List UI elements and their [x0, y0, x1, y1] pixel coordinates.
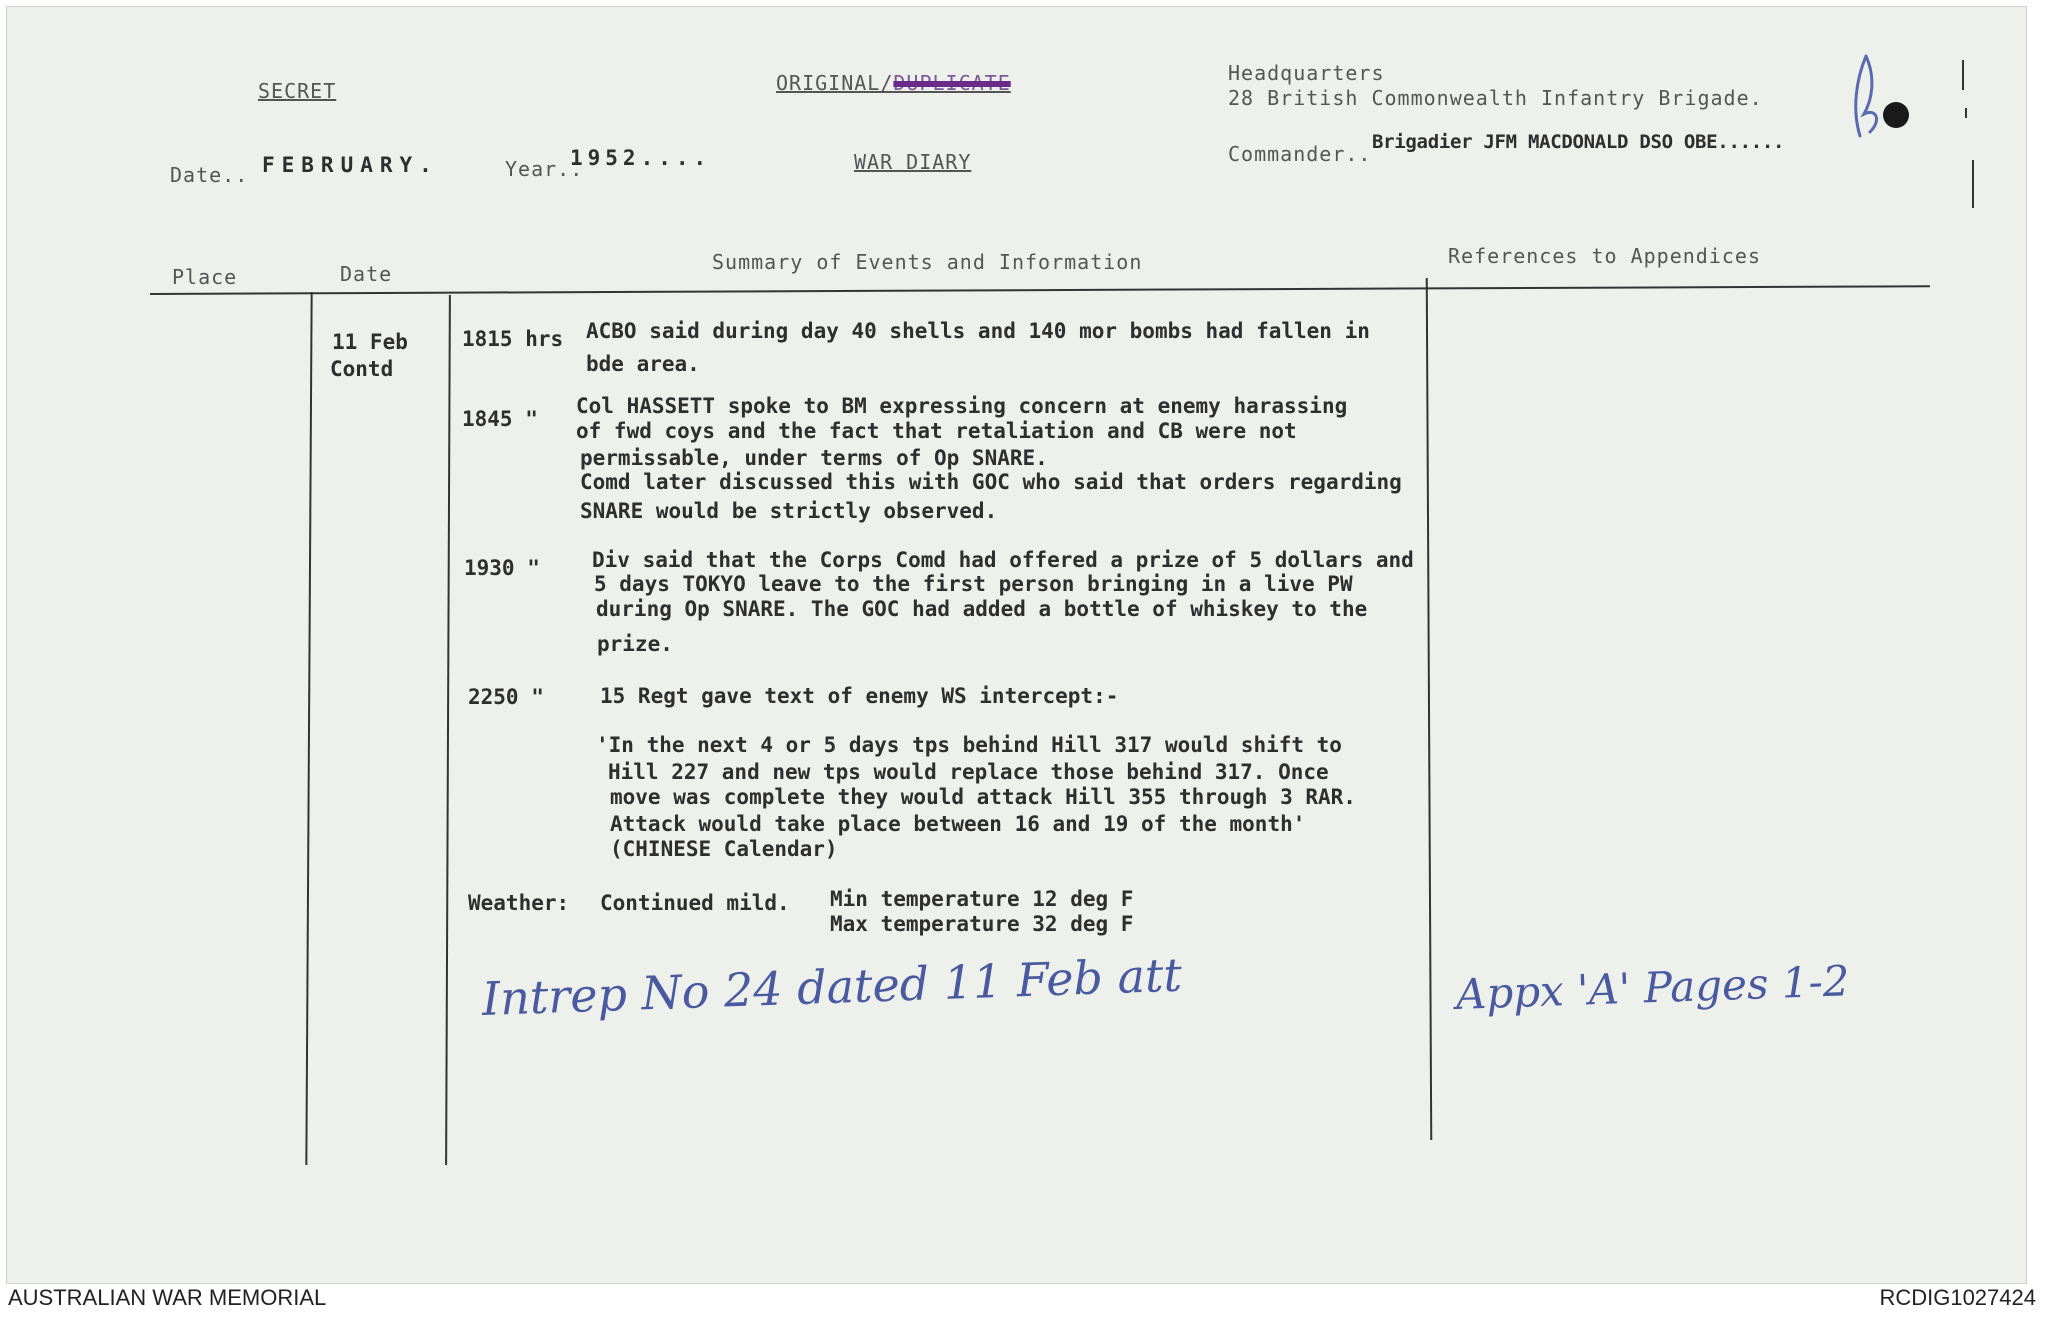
- event-text-line: 5 days TOKYO leave to the first person bringing in a live PW: [594, 572, 1353, 596]
- event-text-line: ACBO said during day 40 shells and 140 mor bombs had fallen in: [586, 319, 1370, 343]
- handwritten-initial: [1842, 52, 1890, 146]
- event-text-line: SNARE would be strictly observed.: [580, 499, 998, 523]
- commander-label: Commander..: [1228, 142, 1372, 166]
- copy-original: ORIGINAL/: [776, 71, 894, 95]
- event-time: 2250 ": [468, 685, 544, 709]
- event-time: 1845 ": [462, 407, 538, 431]
- archive-credit: AUSTRALIAN WAR MEMORIAL: [8, 1285, 327, 1310]
- weather-text: Continued mild.: [600, 891, 790, 915]
- date-label: Date..: [170, 163, 249, 187]
- weather-min-temperature: Min temperature 12 deg F: [830, 887, 1134, 911]
- event-text-line: Col HASSETT spoke to BM expressing concern at enemy harassing: [576, 394, 1348, 418]
- column-header-references: References to Appendices: [1448, 244, 1761, 268]
- intercept-quote-line: Hill 227 and new tps would replace those behind 317. Once: [608, 760, 1329, 784]
- unit-line-1: Headquarters: [1228, 61, 1385, 85]
- archive-reference: RCDIG1027424: [1879, 1285, 2036, 1310]
- event-text-line: during Op SNARE. The GOC had added a bottle of whiskey to the: [596, 597, 1368, 621]
- punch-hole: [1883, 102, 1909, 128]
- event-text-line: 15 Regt gave text of enemy WS intercept:-: [600, 684, 1119, 708]
- edge-mark: [1962, 60, 1964, 90]
- entry-date-line-1: 11 Feb: [332, 330, 408, 354]
- year-value: 1952....: [570, 146, 712, 170]
- copy-duplicate-struck: DUPLICATE: [893, 71, 1011, 95]
- event-text-line: bde area.: [586, 352, 700, 376]
- edge-mark: [1965, 108, 1967, 118]
- year-label: Year..: [505, 157, 584, 181]
- event-text-line: permissable, under terms of Op SNARE.: [580, 446, 1048, 470]
- weather-max-temperature: Max temperature 32 deg F: [830, 912, 1134, 936]
- handwritten-appendix-note: Appx 'A' Pages 1-2: [1455, 956, 1851, 1019]
- entry-date-line-2: Contd: [330, 357, 394, 381]
- column-header-place: Place: [172, 265, 238, 289]
- event-text-line: prize.: [597, 632, 673, 656]
- event-time: 1930 ": [464, 556, 540, 580]
- event-text-line: of fwd coys and the fact that retaliation and CB were not: [576, 419, 1297, 443]
- intercept-quote-line: Attack would take place between 16 and 19 of the month': [610, 812, 1306, 836]
- date-value: FEBRUARY.: [262, 153, 439, 177]
- intercept-quote-line: 'In the next 4 or 5 days tps behind Hill 317 would shift to: [596, 733, 1342, 757]
- copy-label: [776, 71, 1011, 95]
- classification-label: SECRET: [258, 79, 337, 103]
- commander-value: Brigadier JFM MACDONALD DSO OBE......: [1372, 131, 1785, 153]
- column-header-summary: Summary of Events and Information: [712, 250, 1143, 274]
- event-text-line: Comd later discussed this with GOC who said that orders regarding: [580, 470, 1402, 494]
- unit-line-2: 28 British Commonwealth Infantry Brigade.: [1228, 86, 1763, 110]
- intercept-quote-line: (CHINESE Calendar): [610, 837, 838, 861]
- edge-mark: [1972, 160, 1974, 208]
- weather-label: Weather:: [468, 891, 570, 915]
- document-title: WAR DIARY: [854, 150, 972, 174]
- column-header-date: Date: [340, 262, 393, 286]
- event-text-line: Div said that the Corps Comd had offered a prize of 5 dollars and: [592, 548, 1414, 572]
- handwritten-intrep-note: Intrep No 24 dated 11 Feb att: [481, 947, 1183, 1026]
- event-time: 1815 hrs: [462, 327, 564, 351]
- intercept-quote-line: move was complete they would attack Hill 355 through 3 RAR.: [610, 785, 1356, 809]
